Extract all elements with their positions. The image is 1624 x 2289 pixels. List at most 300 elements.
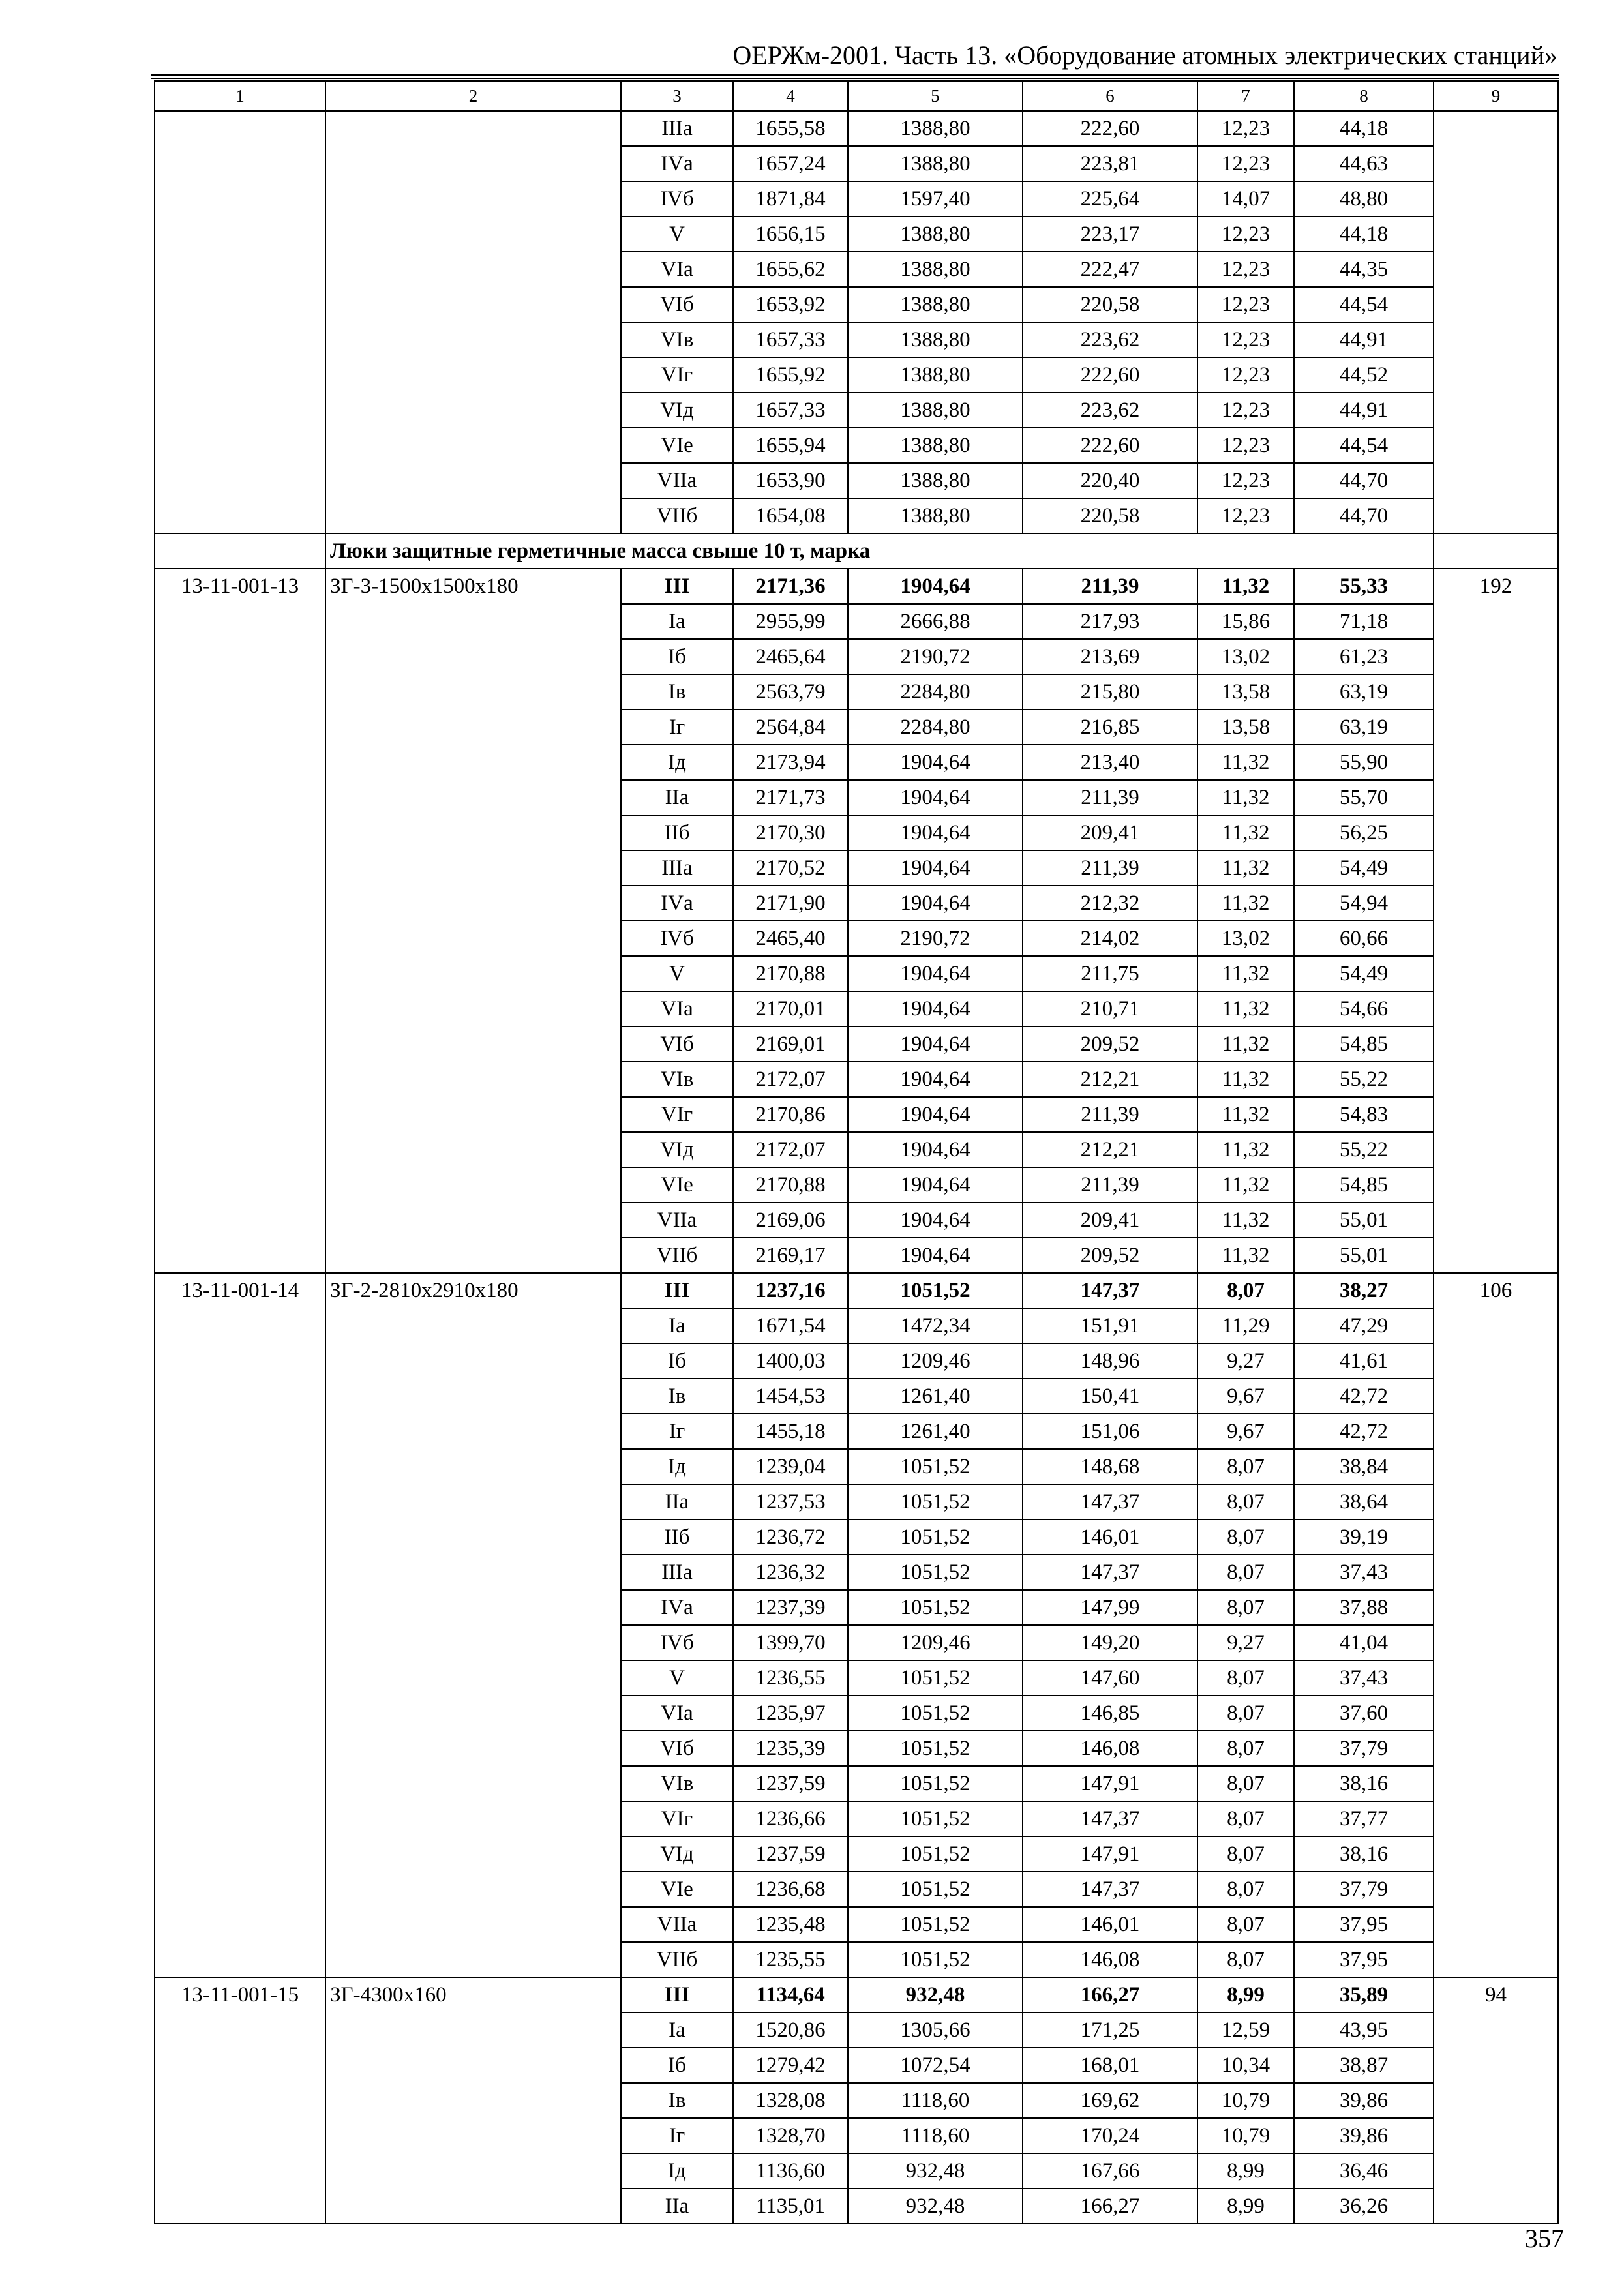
column-number: 5 <box>848 81 1023 111</box>
value-cell: 932,48 <box>848 2189 1023 2224</box>
value-cell: 44,54 <box>1294 287 1434 322</box>
value-cell: 147,37 <box>1023 1484 1197 1519</box>
value-cell: 1135,01 <box>733 2189 848 2224</box>
value-cell: 1388,80 <box>848 322 1023 357</box>
value-cell: 1388,80 <box>848 287 1023 322</box>
value-cell: 932,48 <box>848 1977 1023 2012</box>
value-cell: 1655,62 <box>733 252 848 287</box>
value-cell: 37,79 <box>1294 1872 1434 1907</box>
value-cell: 11,32 <box>1197 1203 1294 1238</box>
value-cell: 213,40 <box>1023 745 1197 780</box>
value-cell: 2465,64 <box>733 639 848 674</box>
value-cell: 38,84 <box>1294 1449 1434 1484</box>
value-cell: 36,26 <box>1294 2189 1434 2224</box>
value-cell: 222,60 <box>1023 111 1197 146</box>
value-cell: IIа <box>621 2189 733 2224</box>
value-cell: 211,39 <box>1023 780 1197 815</box>
column-number: 1 <box>155 81 325 111</box>
value-cell: 1388,80 <box>848 146 1023 181</box>
value-cell: 1261,40 <box>848 1379 1023 1414</box>
value-cell: IIIа <box>621 111 733 146</box>
value-cell: 147,37 <box>1023 1801 1197 1836</box>
value-cell: 11,32 <box>1197 991 1294 1026</box>
value-cell: 168,01 <box>1023 2048 1197 2083</box>
value-cell: 8,07 <box>1197 1836 1294 1872</box>
value-cell: 12,23 <box>1197 463 1294 498</box>
value-cell: 12,59 <box>1197 2012 1294 2048</box>
value-cell: VIг <box>621 1097 733 1132</box>
value-cell: 54,85 <box>1294 1167 1434 1203</box>
value-cell: 211,39 <box>1023 569 1197 604</box>
value-cell: Iг <box>621 1414 733 1449</box>
value-cell: 44,70 <box>1294 498 1434 533</box>
value-cell: 1657,24 <box>733 146 848 181</box>
value-cell: 41,61 <box>1294 1343 1434 1379</box>
value-cell: 1235,97 <box>733 1696 848 1731</box>
value-cell: 1051,52 <box>848 1484 1023 1519</box>
value-cell: 146,01 <box>1023 1519 1197 1555</box>
value-cell: 1904,64 <box>848 850 1023 886</box>
value-cell: 54,66 <box>1294 991 1434 1026</box>
value-cell: 11,32 <box>1197 569 1294 604</box>
value-cell: 55,22 <box>1294 1132 1434 1167</box>
value-cell: 38,16 <box>1294 1836 1434 1872</box>
value-cell: 212,32 <box>1023 886 1197 921</box>
value-cell: 2955,99 <box>733 604 848 639</box>
value-cell: 44,63 <box>1294 146 1434 181</box>
value-cell: IIа <box>621 1484 733 1519</box>
value-cell: 10,79 <box>1197 2083 1294 2118</box>
value-cell: 147,60 <box>1023 1660 1197 1696</box>
value-cell: 1904,64 <box>848 1097 1023 1132</box>
value-cell: 1904,64 <box>848 745 1023 780</box>
value-cell: 12,23 <box>1197 146 1294 181</box>
name-cell: ЗГ-2-2810x2910x180 <box>325 1273 621 1977</box>
value-cell: 11,32 <box>1197 1132 1294 1167</box>
value-cell: 223,62 <box>1023 393 1197 428</box>
section-title: Люки защитные герметичные масса свыше 10 т, марка <box>325 533 1434 569</box>
value-cell: 2171,36 <box>733 569 848 604</box>
value-cell: 1904,64 <box>848 991 1023 1026</box>
value-cell: 8,07 <box>1197 1942 1294 1977</box>
value-cell: 223,81 <box>1023 146 1197 181</box>
value-cell: IVа <box>621 886 733 921</box>
name-cell: ЗГ-4300x160 <box>325 1977 621 2224</box>
value-cell: 1118,60 <box>848 2083 1023 2118</box>
value-cell: 215,80 <box>1023 674 1197 710</box>
column-number: 7 <box>1197 81 1294 111</box>
value-cell: 211,39 <box>1023 850 1197 886</box>
value-cell: 220,40 <box>1023 463 1197 498</box>
value-cell: 60,66 <box>1294 921 1434 956</box>
value-cell: 169,62 <box>1023 2083 1197 2118</box>
value-cell: VIIб <box>621 1942 733 1977</box>
value-cell: 1904,64 <box>848 1203 1023 1238</box>
value-cell: 1237,39 <box>733 1590 848 1625</box>
value-cell: 38,64 <box>1294 1484 1434 1519</box>
value-cell: 39,86 <box>1294 2118 1434 2153</box>
value-cell: VIа <box>621 252 733 287</box>
value-cell: 220,58 <box>1023 287 1197 322</box>
value-cell: Iд <box>621 2153 733 2189</box>
value-cell: 1051,52 <box>848 1766 1023 1801</box>
value-cell: 61,23 <box>1294 639 1434 674</box>
value-cell: 11,29 <box>1197 1308 1294 1343</box>
value-cell: 1134,64 <box>733 1977 848 2012</box>
value-cell: 63,19 <box>1294 674 1434 710</box>
value-cell: 55,01 <box>1294 1203 1434 1238</box>
value-cell: 10,34 <box>1197 2048 1294 2083</box>
value-cell: 55,33 <box>1294 569 1434 604</box>
value-cell: VIIа <box>621 1203 733 1238</box>
value-cell: 151,06 <box>1023 1414 1197 1449</box>
value-cell: 2169,01 <box>733 1026 848 1062</box>
value-cell: 1051,52 <box>848 1660 1023 1696</box>
value-cell: 11,32 <box>1197 1062 1294 1097</box>
value-cell: 38,27 <box>1294 1273 1434 1308</box>
value-cell: 2284,80 <box>848 710 1023 745</box>
value-cell: 1904,64 <box>848 780 1023 815</box>
value-cell: 9,67 <box>1197 1414 1294 1449</box>
value-cell: 11,32 <box>1197 780 1294 815</box>
value-cell: 71,18 <box>1294 604 1434 639</box>
value-cell: 150,41 <box>1023 1379 1197 1414</box>
value-cell: 12,23 <box>1197 111 1294 146</box>
value-cell: 54,49 <box>1294 956 1434 991</box>
value-cell: 11,32 <box>1197 1167 1294 1203</box>
code-cell: 13-11-001-14 <box>155 1273 325 1977</box>
value-cell: 1388,80 <box>848 111 1023 146</box>
value-cell: VIIб <box>621 1238 733 1273</box>
value-cell: 166,27 <box>1023 1977 1197 2012</box>
name-cell <box>325 111 621 533</box>
value-cell: IIб <box>621 815 733 850</box>
value-cell: 1904,64 <box>848 1132 1023 1167</box>
value-cell: 1454,53 <box>733 1379 848 1414</box>
value-cell: 2190,72 <box>848 921 1023 956</box>
value-cell: 1051,52 <box>848 1519 1023 1555</box>
value-cell: 8,99 <box>1197 2189 1294 2224</box>
column-number: 3 <box>621 81 733 111</box>
value-cell: 8,07 <box>1197 1801 1294 1836</box>
value-cell: 11,32 <box>1197 886 1294 921</box>
value-cell: 44,91 <box>1294 393 1434 428</box>
value-cell: VIд <box>621 1132 733 1167</box>
value-cell: 223,62 <box>1023 322 1197 357</box>
value-cell: 209,52 <box>1023 1026 1197 1062</box>
value-cell: 1904,64 <box>848 1167 1023 1203</box>
code-cell: 13-11-001-13 <box>155 569 325 1273</box>
value-cell: 36,46 <box>1294 2153 1434 2189</box>
value-cell: 2465,40 <box>733 921 848 956</box>
value-cell: 8,07 <box>1197 1590 1294 1625</box>
value-cell: 212,21 <box>1023 1062 1197 1097</box>
value-cell: 932,48 <box>848 2153 1023 2189</box>
column-number: 4 <box>733 81 848 111</box>
value-cell: IIб <box>621 1519 733 1555</box>
value-cell: 1261,40 <box>848 1414 1023 1449</box>
value-cell: 1209,46 <box>848 1343 1023 1379</box>
value-cell: 1472,34 <box>848 1308 1023 1343</box>
value-cell: 8,99 <box>1197 1977 1294 2012</box>
value-cell: 8,07 <box>1197 1872 1294 1907</box>
value-cell: 8,07 <box>1197 1449 1294 1484</box>
value-cell: 1657,33 <box>733 322 848 357</box>
value-cell: 63,19 <box>1294 710 1434 745</box>
value-cell: 12,23 <box>1197 357 1294 393</box>
value-cell: 1051,52 <box>848 1273 1023 1308</box>
value-cell: 209,41 <box>1023 1203 1197 1238</box>
value-cell: 223,17 <box>1023 217 1197 252</box>
value-cell: 2564,84 <box>733 710 848 745</box>
value-cell: 1051,52 <box>848 1907 1023 1942</box>
value-cell: 1399,70 <box>733 1625 848 1660</box>
value-cell: VIе <box>621 1872 733 1907</box>
value-cell: 44,52 <box>1294 357 1434 393</box>
value-cell: 2170,52 <box>733 850 848 886</box>
value-cell: IVб <box>621 1625 733 1660</box>
value-cell: 1236,66 <box>733 1801 848 1836</box>
value-cell: 147,91 <box>1023 1766 1197 1801</box>
value-cell: 1237,59 <box>733 1836 848 1872</box>
value-cell: 147,91 <box>1023 1836 1197 1872</box>
value-cell: VIа <box>621 1696 733 1731</box>
code-cell: 13-11-001-15 <box>155 1977 325 2224</box>
value-cell: 2666,88 <box>848 604 1023 639</box>
value-cell: 2563,79 <box>733 674 848 710</box>
value-cell: 171,25 <box>1023 2012 1197 2048</box>
value-cell: Iа <box>621 2012 733 2048</box>
value-cell: 147,99 <box>1023 1590 1197 1625</box>
value-cell: 1279,42 <box>733 2048 848 2083</box>
name-cell: ЗГ-3-1500x1500x180 <box>325 569 621 1273</box>
value-cell: 37,95 <box>1294 1942 1434 1977</box>
value-cell: 12,23 <box>1197 322 1294 357</box>
value-cell: 209,52 <box>1023 1238 1197 1273</box>
value-cell: 10,79 <box>1197 2118 1294 2153</box>
value-cell: IVа <box>621 1590 733 1625</box>
value-cell: 8,07 <box>1197 1731 1294 1766</box>
value-cell: 2190,72 <box>848 639 1023 674</box>
value-cell: 1236,32 <box>733 1555 848 1590</box>
value-cell: 222,60 <box>1023 428 1197 463</box>
value-cell: 1235,55 <box>733 1942 848 1977</box>
col9-cell: 192 <box>1434 569 1558 1273</box>
value-cell: VIд <box>621 1836 733 1872</box>
value-cell: 42,72 <box>1294 1414 1434 1449</box>
value-cell: 44,54 <box>1294 428 1434 463</box>
value-cell: 8,99 <box>1197 2153 1294 2189</box>
value-cell: III <box>621 569 733 604</box>
value-cell: 210,71 <box>1023 991 1197 1026</box>
value-cell: 1237,53 <box>733 1484 848 1519</box>
value-cell: 11,32 <box>1197 1026 1294 1062</box>
value-cell: 216,85 <box>1023 710 1197 745</box>
value-cell: 8,07 <box>1197 1766 1294 1801</box>
value-cell: 11,32 <box>1197 956 1294 991</box>
value-cell: 37,88 <box>1294 1590 1434 1625</box>
value-cell: 11,32 <box>1197 1097 1294 1132</box>
value-cell: 147,37 <box>1023 1273 1197 1308</box>
value-cell: 1904,64 <box>848 886 1023 921</box>
value-cell: 1388,80 <box>848 463 1023 498</box>
value-cell: Iа <box>621 604 733 639</box>
value-cell: III <box>621 1977 733 2012</box>
value-cell: 1051,52 <box>848 1801 1023 1836</box>
value-cell: 1671,54 <box>733 1308 848 1343</box>
value-cell: 37,43 <box>1294 1555 1434 1590</box>
value-cell: 1871,84 <box>733 181 848 217</box>
value-cell: Iб <box>621 2048 733 2083</box>
value-cell: 2172,07 <box>733 1132 848 1167</box>
value-cell: 1653,92 <box>733 287 848 322</box>
section-blank-cell <box>155 533 325 569</box>
value-cell: 39,19 <box>1294 1519 1434 1555</box>
value-cell: 1051,52 <box>848 1555 1023 1590</box>
value-cell: 146,01 <box>1023 1907 1197 1942</box>
value-cell: VIв <box>621 1062 733 1097</box>
code-cell <box>155 111 325 533</box>
value-cell: VIIб <box>621 498 733 533</box>
value-cell: 1136,60 <box>733 2153 848 2189</box>
value-cell: VIе <box>621 428 733 463</box>
value-cell: V <box>621 1660 733 1696</box>
value-cell: 166,27 <box>1023 2189 1197 2224</box>
value-cell: 1400,03 <box>733 1343 848 1379</box>
value-cell: 41,04 <box>1294 1625 1434 1660</box>
value-cell: 55,90 <box>1294 745 1434 780</box>
value-cell: 2171,90 <box>733 886 848 921</box>
value-cell: 35,89 <box>1294 1977 1434 2012</box>
value-cell: 1657,33 <box>733 393 848 428</box>
value-cell: 212,21 <box>1023 1132 1197 1167</box>
value-cell: 1237,59 <box>733 1766 848 1801</box>
table-row <box>155 1977 1558 2012</box>
value-cell: Iд <box>621 1449 733 1484</box>
col9-cell: 106 <box>1434 1273 1558 1977</box>
value-cell: 48,80 <box>1294 181 1434 217</box>
value-cell: 12,23 <box>1197 393 1294 428</box>
value-cell: 2170,30 <box>733 815 848 850</box>
value-cell: 2170,01 <box>733 991 848 1026</box>
value-cell: V <box>621 217 733 252</box>
value-cell: 1904,64 <box>848 956 1023 991</box>
value-cell: Iг <box>621 2118 733 2153</box>
value-cell: 8,07 <box>1197 1907 1294 1942</box>
value-cell: 1237,16 <box>733 1273 848 1308</box>
value-cell: 211,39 <box>1023 1167 1197 1203</box>
value-cell: 2172,07 <box>733 1062 848 1097</box>
value-cell: IVб <box>621 181 733 217</box>
value-cell: 147,37 <box>1023 1872 1197 1907</box>
value-cell: 1388,80 <box>848 498 1023 533</box>
value-cell: 13,58 <box>1197 710 1294 745</box>
value-cell: Iб <box>621 639 733 674</box>
value-cell: 2173,94 <box>733 745 848 780</box>
value-cell: Iб <box>621 1343 733 1379</box>
value-cell: IIIа <box>621 1555 733 1590</box>
value-cell: 54,83 <box>1294 1097 1434 1132</box>
value-cell: Iв <box>621 2083 733 2118</box>
value-cell: 1904,64 <box>848 1062 1023 1097</box>
value-cell: 1388,80 <box>848 393 1023 428</box>
value-cell: 12,23 <box>1197 287 1294 322</box>
value-cell: Iа <box>621 1308 733 1343</box>
page-header: ОЕРЖм-2001. Часть 13. «Оборудование атомных электрических станций» <box>732 40 1557 70</box>
value-cell: 1209,46 <box>848 1625 1023 1660</box>
value-cell: 37,95 <box>1294 1907 1434 1942</box>
value-cell: 13,58 <box>1197 674 1294 710</box>
value-cell: 1051,52 <box>848 1590 1023 1625</box>
value-cell: 37,77 <box>1294 1801 1434 1836</box>
value-cell: 146,85 <box>1023 1696 1197 1731</box>
value-cell: 11,32 <box>1197 1238 1294 1273</box>
value-cell: 15,86 <box>1197 604 1294 639</box>
value-cell: 55,70 <box>1294 780 1434 815</box>
value-cell: 37,79 <box>1294 1731 1434 1766</box>
value-cell: Iв <box>621 674 733 710</box>
value-cell: 1388,80 <box>848 252 1023 287</box>
table-row <box>155 111 1558 146</box>
value-cell: 55,01 <box>1294 1238 1434 1273</box>
value-cell: 8,07 <box>1197 1696 1294 1731</box>
value-cell: 1388,80 <box>848 428 1023 463</box>
value-cell: 1455,18 <box>733 1414 848 1449</box>
value-cell: VIIа <box>621 463 733 498</box>
value-cell: 56,25 <box>1294 815 1434 850</box>
value-cell: 12,23 <box>1197 498 1294 533</box>
value-cell: 149,20 <box>1023 1625 1197 1660</box>
header-rule-double <box>151 78 1559 79</box>
table-row <box>155 1273 1558 1308</box>
value-cell: 209,41 <box>1023 815 1197 850</box>
value-cell: IIIа <box>621 850 733 886</box>
value-cell: 220,58 <box>1023 498 1197 533</box>
value-cell: 54,49 <box>1294 850 1434 886</box>
value-cell: 146,08 <box>1023 1942 1197 1977</box>
value-cell: 222,60 <box>1023 357 1197 393</box>
value-cell: 8,07 <box>1197 1519 1294 1555</box>
value-cell: 37,60 <box>1294 1696 1434 1731</box>
value-cell: 2170,88 <box>733 956 848 991</box>
value-cell: 11,32 <box>1197 815 1294 850</box>
value-cell: 44,35 <box>1294 252 1434 287</box>
value-cell: 1654,08 <box>733 498 848 533</box>
col9-cell <box>1434 111 1558 533</box>
value-cell: 1388,80 <box>848 217 1023 252</box>
value-cell: V <box>621 956 733 991</box>
value-cell: 217,93 <box>1023 604 1197 639</box>
column-number-row <box>155 81 1558 111</box>
value-cell: 1328,08 <box>733 2083 848 2118</box>
value-cell: 1235,39 <box>733 1731 848 1766</box>
value-cell: 214,02 <box>1023 921 1197 956</box>
value-cell: 148,96 <box>1023 1343 1197 1379</box>
value-cell: VIб <box>621 1026 733 1062</box>
value-cell: IIа <box>621 780 733 815</box>
header-rule <box>151 74 1559 76</box>
value-cell: VIб <box>621 1731 733 1766</box>
value-cell: 2171,73 <box>733 780 848 815</box>
value-cell: 2170,86 <box>733 1097 848 1132</box>
value-cell: 11,32 <box>1197 850 1294 886</box>
value-cell: 11,32 <box>1197 745 1294 780</box>
value-cell: 211,39 <box>1023 1097 1197 1132</box>
value-cell: 2169,06 <box>733 1203 848 1238</box>
value-cell: 2170,88 <box>733 1167 848 1203</box>
value-cell: 1520,86 <box>733 2012 848 2048</box>
value-cell: 1656,15 <box>733 217 848 252</box>
